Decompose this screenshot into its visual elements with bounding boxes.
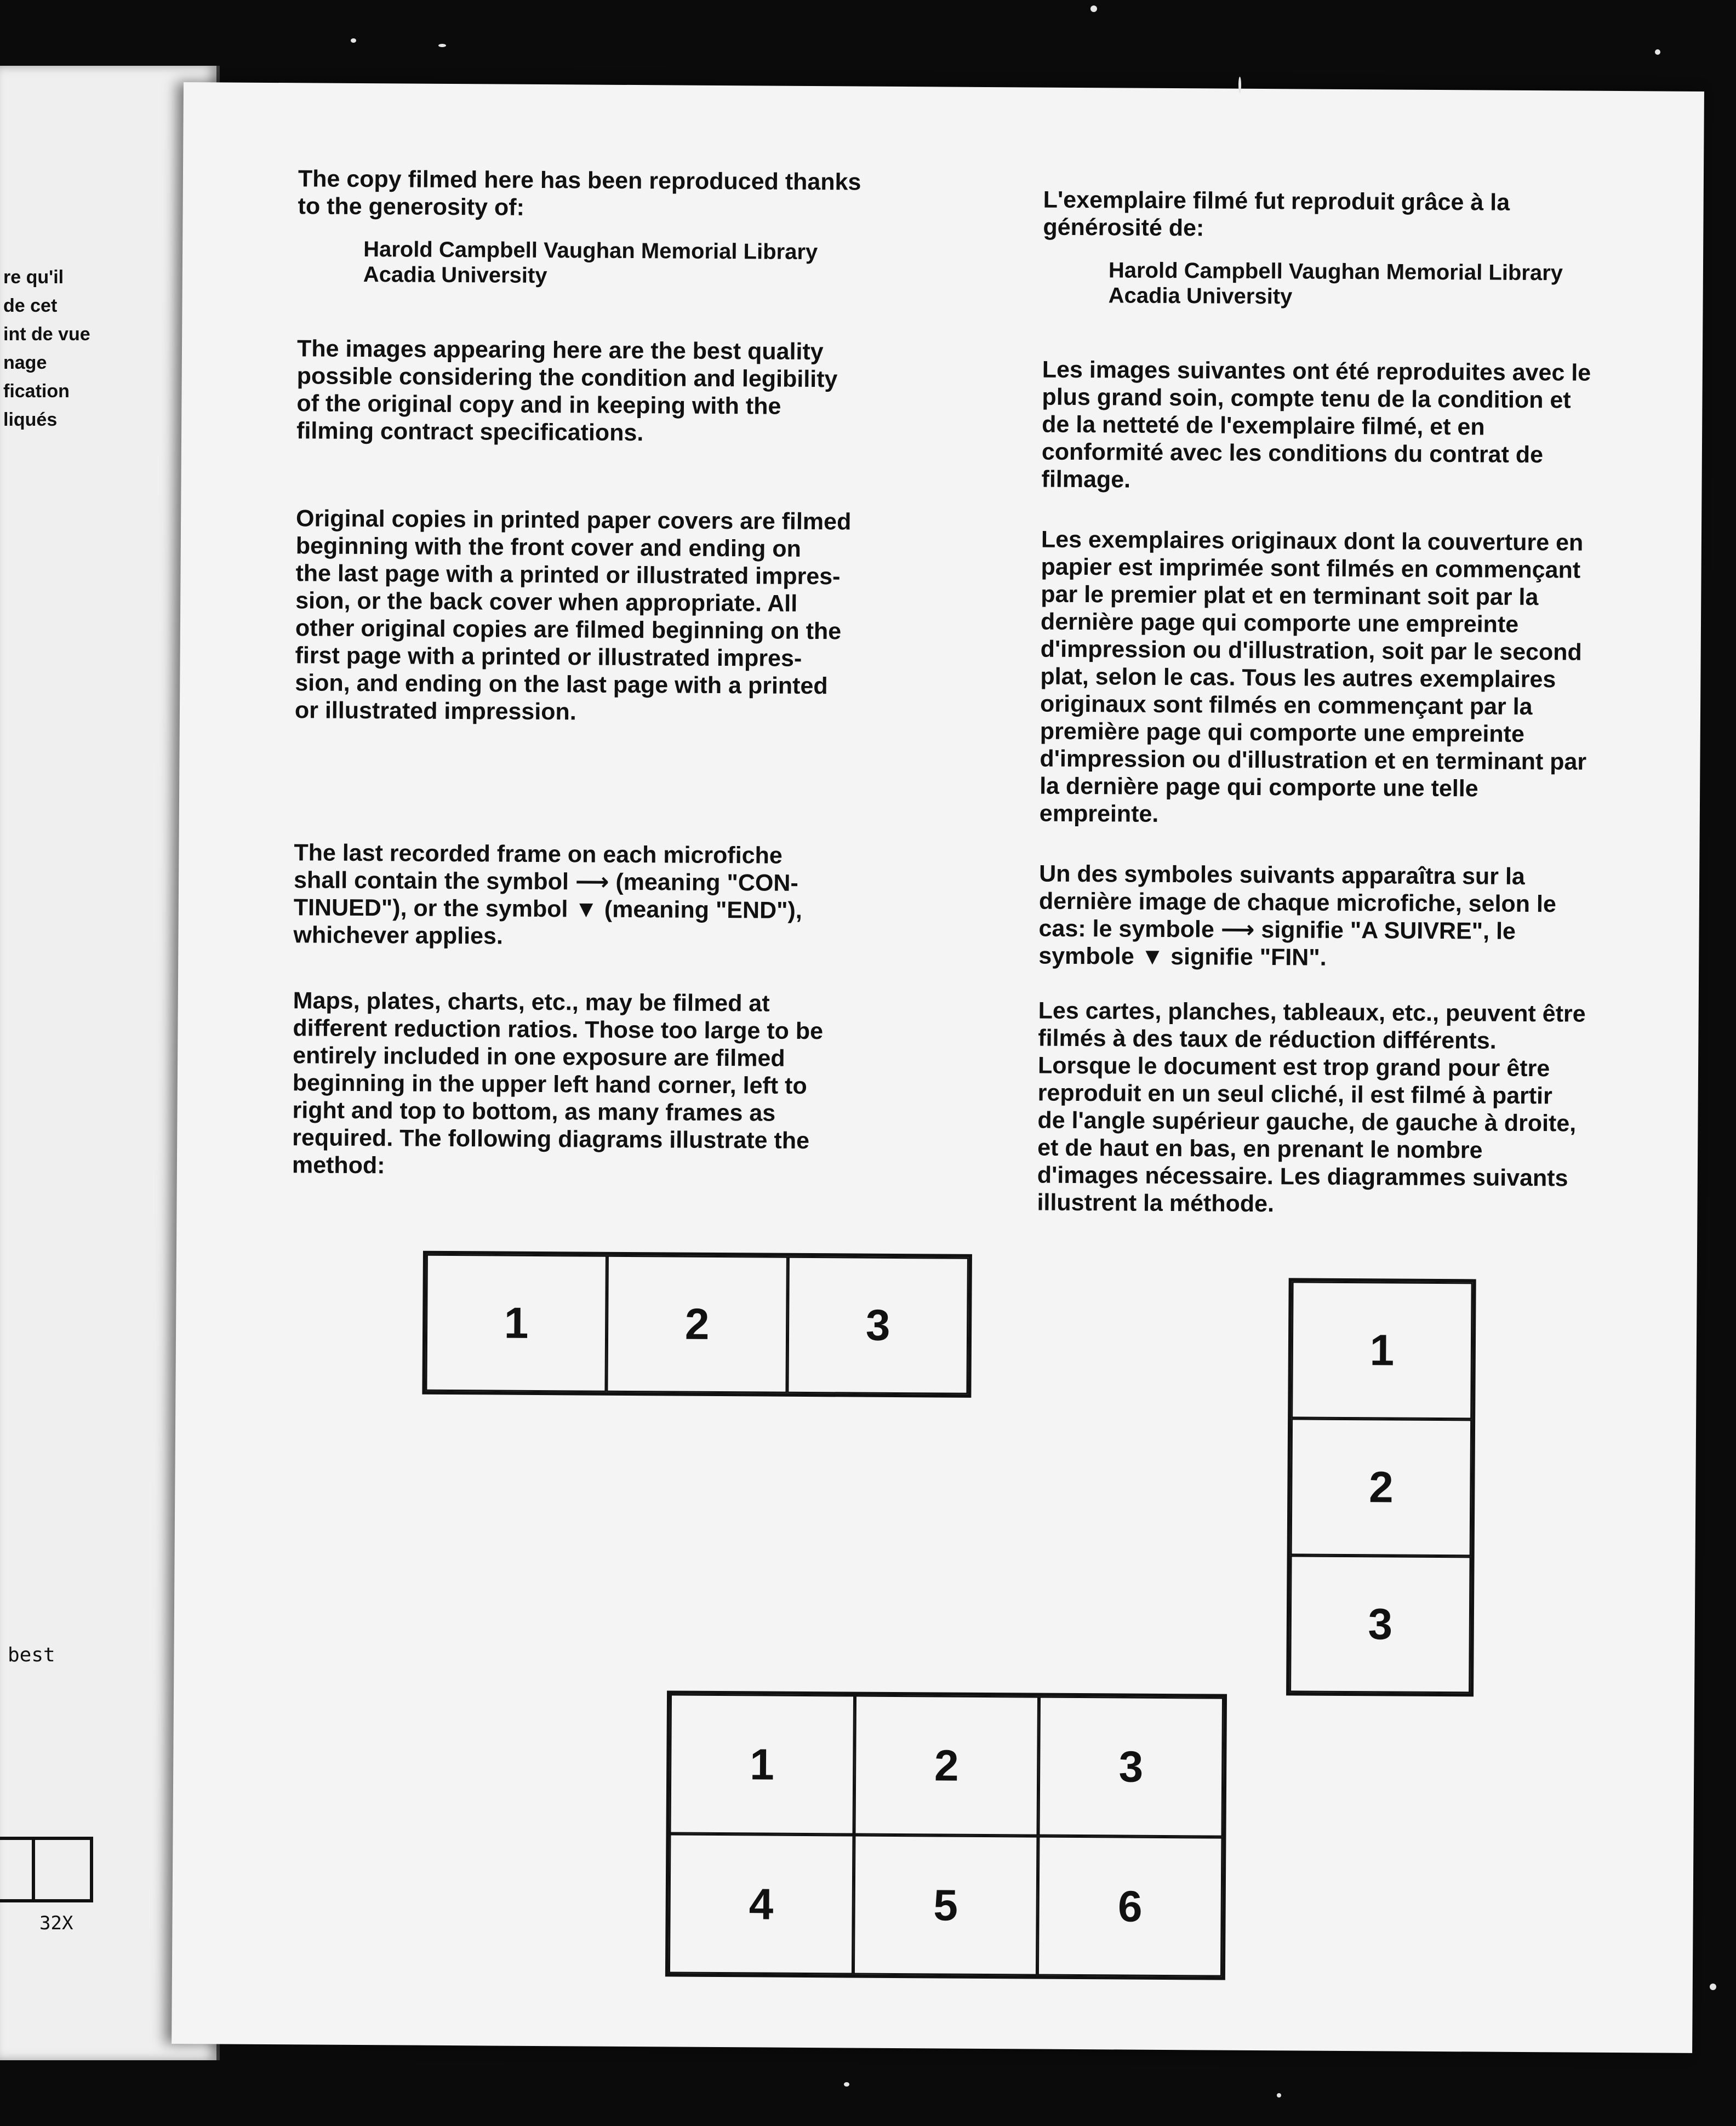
scan-speck (351, 38, 356, 43)
diagram-frame: 3 (1289, 1555, 1471, 1693)
scan-speck (1655, 49, 1660, 55)
fr-maps-statement: Les cartes, planches, tableaux, etc., peuvent être filmés à des taux de réduction différents. Lorsque le document est trop grand pour être reproduit en un seul cliché, il est filmé à partir de l'angle supérieur gauche, de gauche à droite, et de haut en bas, en prenant le nombre d'images nécessaire. Les diagrammes suivants illustrent la méthode. (1037, 997, 1586, 1218)
scan-speck (1238, 77, 1241, 93)
en-symbols-statement: The last recorded frame on each microfiche shall contain the symbol ⟶ (meaning "CON- TINUED"), or the symbol ▼ (meaning "END"), whichever applies. (293, 839, 802, 950)
fragment-line: nage (3, 352, 47, 373)
diagram-frame: 4 (669, 1833, 854, 1974)
diagram-frame: 6 (1037, 1836, 1223, 1977)
diagram-frame: 3 (1038, 1696, 1224, 1837)
en-intro: The copy filmed here has been reproduced thanks to the generosity of: (298, 165, 861, 221)
diagram-frame: 1 (1291, 1281, 1473, 1419)
diagram-frame: 2 (1290, 1418, 1472, 1556)
fr-quality-statement: Les images suivantes ont été reproduites avec le plus grand soin, compte tenu de la condition et de la netteté de l'exemplaire filmé, et en conformité avec les conditions du contrat de filmage. (1041, 356, 1591, 493)
english-column (292, 83, 912, 1179)
scan-speck (1710, 1984, 1716, 1990)
french-column (1037, 88, 1658, 1218)
fr-intro: L'exemplaire filmé fut reproduit grâce à la générosité de: (1043, 186, 1510, 242)
fragment-best: best (8, 1644, 55, 1666)
scan-speck (1090, 5, 1097, 12)
fragment-line: liqués (3, 409, 58, 430)
diagram-six-grid (665, 1690, 1227, 1980)
fr-institution: Harold Campbell Vaughan Memorial Library Acadia University (1108, 258, 1563, 309)
scan-speck (1277, 2093, 1281, 2098)
en-institution: Harold Campbell Vaughan Memorial Library Acadia University (363, 237, 818, 288)
en-quality-statement: The images appearing here are the best quality possible considering the condition and legibility of the original copy and in keeping with the filming contract specifications. (296, 335, 838, 447)
scan-speck (844, 2082, 849, 2087)
fragment-line: re qu'il (3, 267, 64, 288)
diagram-frame: 1 (669, 1694, 854, 1834)
fragment-line: int de vue (3, 324, 90, 345)
diagram-frame: 2 (606, 1255, 788, 1393)
microfiche-target-page (172, 82, 1704, 2053)
diagram-frame: 5 (853, 1835, 1038, 1976)
fr-symbols-statement: Un des symboles suivants apparaîtra sur la dernière image de chaque microfiche, selon le cas: le symbole ⟶ signifie "A SUIVRE", le symbole ▼ signifie "FIN". (1038, 860, 1556, 971)
diagram-frame: 1 (425, 1254, 607, 1392)
resolution-target-fragment (0, 1837, 93, 1902)
fr-covers-statement: Les exemplaires originaux dont la couverture en papier est imprimée sont filmés en commençant par le premier plat et en terminant soit par la dernière page qui comporte une empreinte d'impression ou d'illustration, soit par le second plat, selon le cas. Tous les autres exemplaires originaux sont filmés en commençant par la première page qui comporte une empreinte d'impression ou d'illustration et en terminant par la dernière page qui comporte une telle empreinte. (1039, 526, 1587, 827)
fragment-line: fication (3, 381, 70, 402)
reduction-scale-label: 32X (39, 1912, 73, 1934)
diagram-frame: 2 (854, 1695, 1039, 1836)
en-covers-statement: Original copies in printed paper covers are filmed beginning with the front cover and ending on the last page with a printed or illustrated impres- sion, or the back cover when appropriate. All other original copies are filmed beginning on the first page with a printed or illustrated impres- sion, and ending on the last page with a printed or illustrated impression. (294, 505, 852, 725)
fragment-line: de cet (3, 295, 58, 316)
scan-speck (438, 44, 446, 47)
diagram-frame: 3 (787, 1256, 969, 1395)
en-maps-statement: Maps, plates, charts, etc., may be filmed at different reduction ratios. Those too large to be entirely included in one exposure are filmed beginning in the upper left hand corner, left to right and top to bottom, as many frames as required. The following diagrams illustrate the method: (292, 987, 824, 1179)
diagram-horizontal-three (422, 1251, 972, 1398)
diagram-vertical-three (1286, 1278, 1476, 1696)
